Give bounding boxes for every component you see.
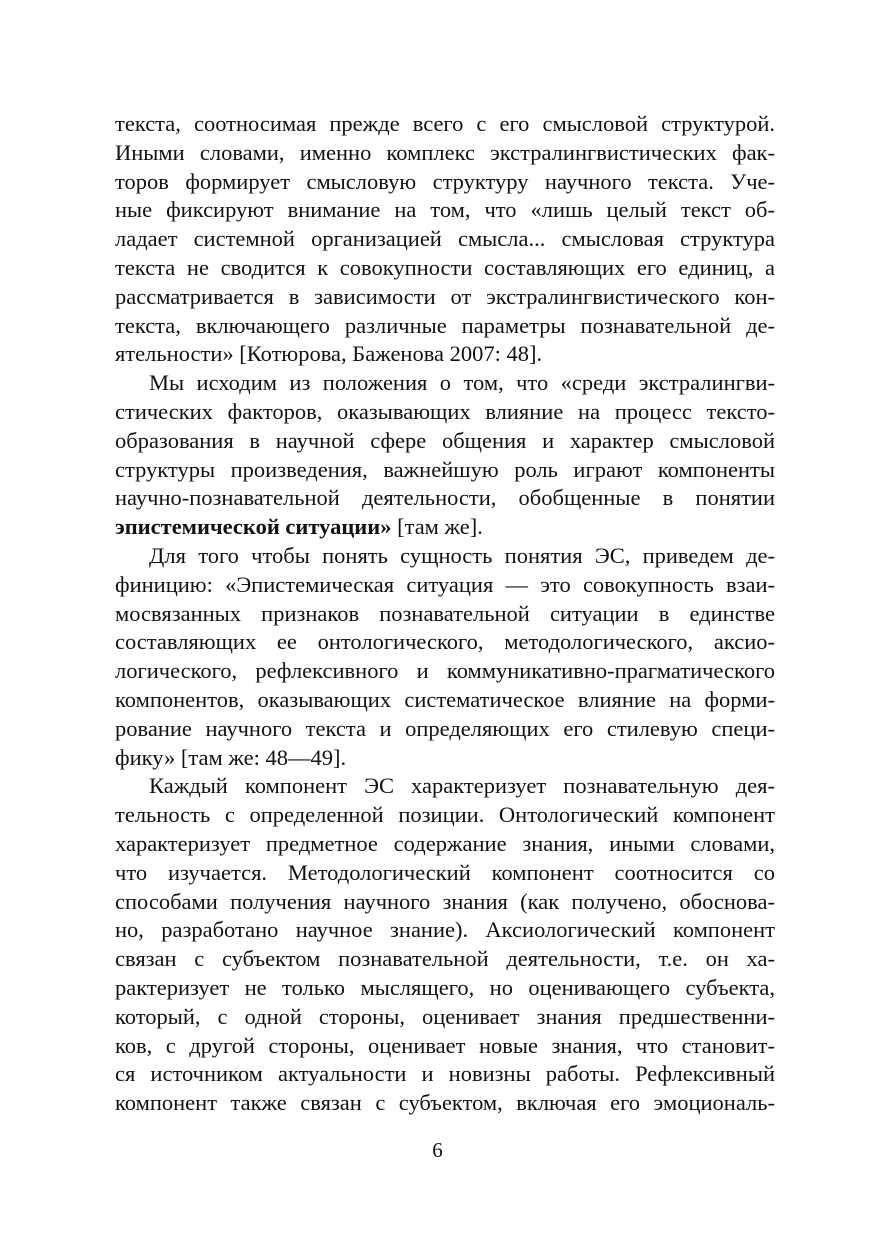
text-line: образования в научной сфере общения и характер смысловой	[115, 427, 775, 453]
paragraph	[115, 542, 775, 772]
paragraph	[115, 772, 775, 1118]
text-line: Иными словами, именно комплекс экстралингвистических фак-	[115, 139, 775, 165]
text-line: рассматривается в зависимости от экстралингвистического кон-	[115, 283, 775, 309]
text-line: рование научного текста и определяющих его стилевую специ-	[115, 715, 775, 741]
text-line: логического, рефлексивного и коммуникативно-прагматического	[115, 658, 775, 684]
text-line: текста, включающего различные параметры познавательной де-	[115, 312, 775, 338]
text-line: рактеризует не только мыслящего, но оценивающего субъекта,	[115, 974, 775, 1000]
text-line: ся источником актуальности и новизны работы. Рефлексивный	[115, 1061, 775, 1087]
text-line: тельность с определенной позиции. Онтологический компонент	[115, 802, 775, 828]
text-line: компонент также связан с субъектом, включая его эмоциональ-	[115, 1090, 775, 1116]
text-line: составляющих ее онтологического, методологического, аксио-	[115, 629, 775, 655]
text-line: ладает системной организацией смысла... смысловая структура	[115, 226, 775, 252]
text-line: Каждый компонент ЭС характеризует познавательную дея-	[149, 773, 775, 799]
text-line: Мы исходим из положения о том, что «среди экстралингви-	[149, 370, 775, 396]
bold-term: эпистемической ситуации»	[115, 514, 392, 540]
text-line: структуры произведения, важнейшую роль играют компоненты	[115, 456, 775, 482]
text-line: связан с субъектом познавательной деятельности, т.е. он ха-	[115, 946, 775, 972]
text-line: ные фиксируют внимание на том, что «лишь целый текст об-	[115, 197, 775, 223]
text-line: научно-познавательной деятельности, обобщенные в понятии	[115, 485, 775, 511]
text-line: компонентов, оказывающих систематическое влияние на форми-	[115, 686, 775, 712]
text-line: что изучается. Методологический компонент соотносится со	[115, 859, 775, 885]
text-line: Для того чтобы понять сущность понятия ЭС, приведем де-	[149, 542, 775, 568]
text-line: ков, с другой стороны, оценивает новые знания, что становит-	[115, 1032, 775, 1058]
text-line: мосвязанных признаков познавательной ситуации в единстве	[115, 600, 775, 626]
text-line: но, разработано научное знание). Аксиологический компонент	[115, 917, 775, 943]
text-line: способами получения научного знания (как получено, обоснова-	[115, 888, 775, 914]
page-number: 6	[432, 1138, 443, 1162]
text-line: торов формирует смысловую структуру научного текста. Уче-	[115, 168, 775, 194]
text-line: текста, соотносимая прежде всего с его смысловой структурой.	[115, 111, 775, 136]
text-line: фику» [там же: 48—49].	[115, 744, 347, 770]
text-line: характеризует предметное содержание знания, иными словами,	[115, 830, 775, 856]
text-line: который, с одной стороны, оценивает знания предшественни-	[115, 1003, 775, 1029]
paragraph	[115, 110, 775, 369]
text-line: стических факторов, оказывающих влияние на процесс тексто-	[115, 398, 775, 424]
text-line: финицию: «Эпистемическая ситуация — это совокупность взаи-	[115, 571, 775, 597]
paragraph	[115, 369, 775, 542]
citation: [там же].	[391, 514, 483, 540]
text-line: ятельности» [Котюрова, Баженова 2007: 48].	[115, 341, 543, 367]
text-line: текста не сводится к совокупности составляющих его единиц, а	[115, 254, 775, 280]
text-line	[115, 513, 775, 542]
body-text	[115, 110, 775, 1118]
